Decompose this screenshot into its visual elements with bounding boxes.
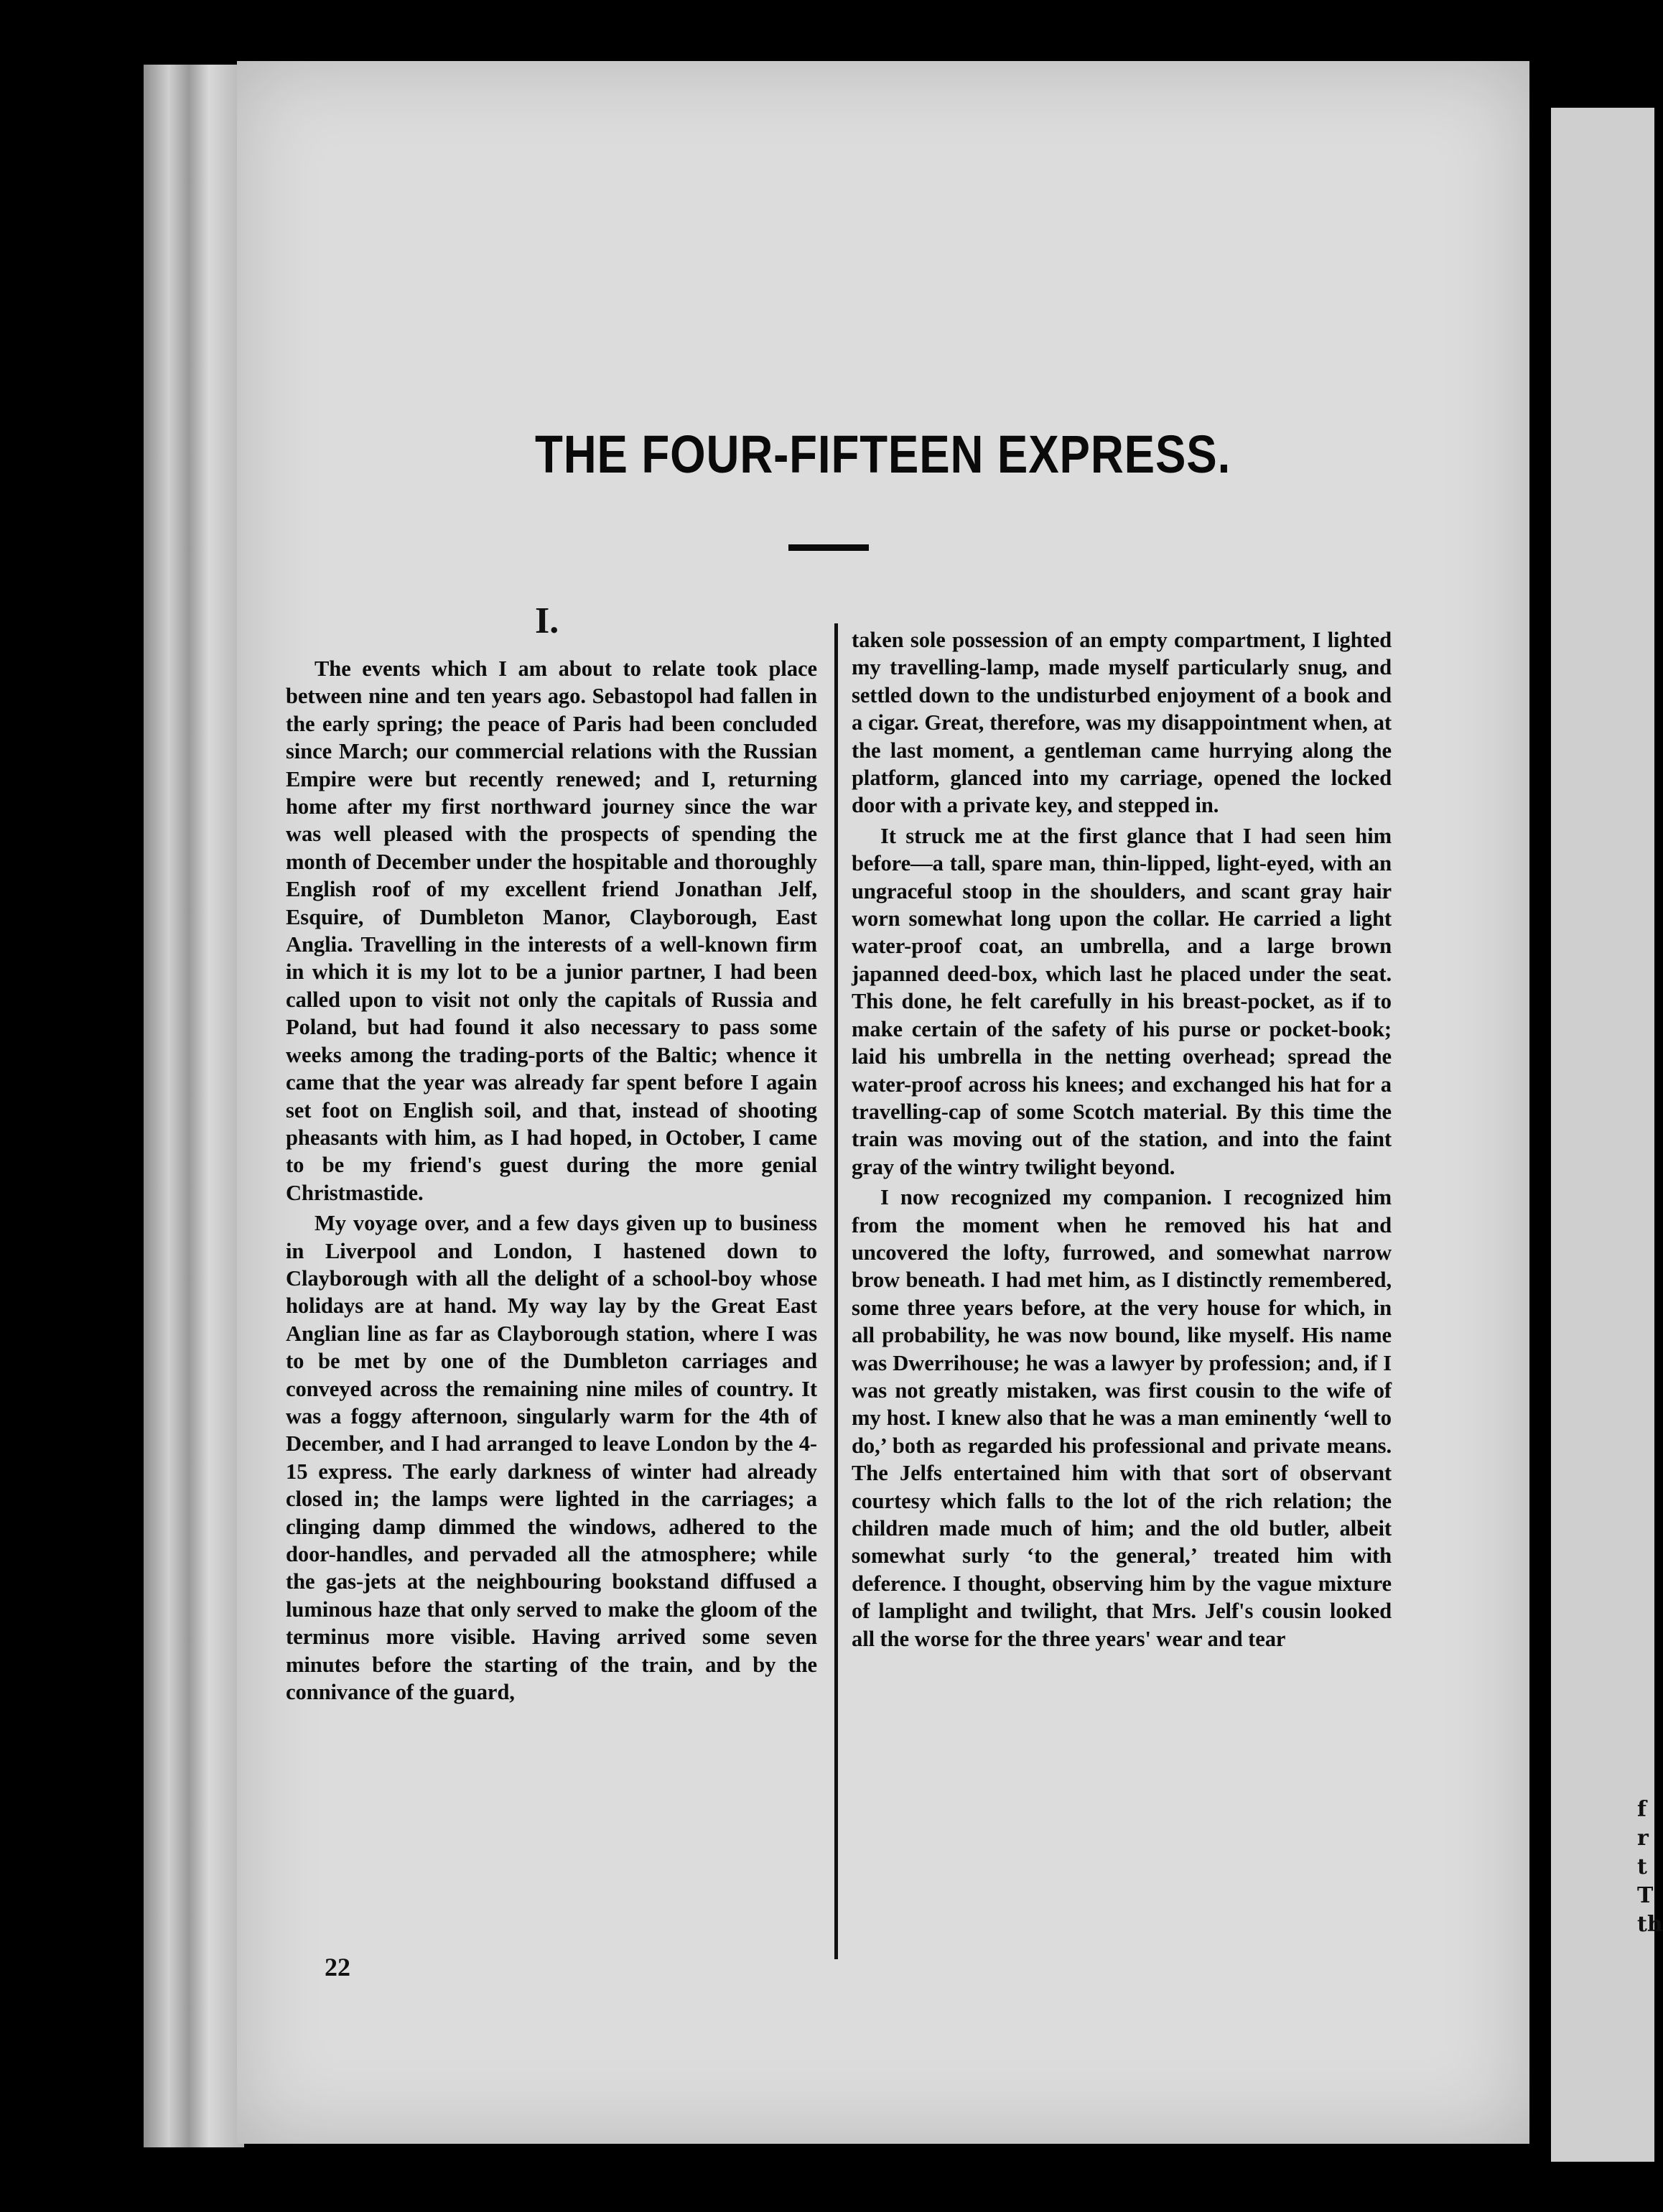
paragraph: My voyage over, and a few days given up to business in Liverpool and London, I hastened down to Clayborough with all the delight of a school-boy whose holidays are at hand. My way lay by the Great East Anglian line as far as Clayborough station, where I was to be met by one of the Dumbleton carriages and conveyed across the remaining nine miles of country. It was a foggy afternoon, singularly warm for the 4th of December, and I had arranged to leave London by the 4-15 express. The early darkness of winter had already closed in; the lamps were lighted in the carriages; a clinging damp dimmed the windows, adhered to the door-handles, and pervaded all the atmosphere; while the gas-jets at the neighbouring bookstand diffused a luminous haze that only served to make the gloom of the terminus more visible. Having arrived some seven minutes before the starting of the train, and by the connivance of the guard, bbox=[286, 1211, 817, 1705]
adjacent-page-text bbox=[1637, 1795, 1663, 1939]
adjacent-page-fragment: f bbox=[1637, 1797, 1646, 1822]
paragraph: The events which I am about to relate took place between nine and ten years ago. Sebastopol had fallen in the early spring; the peace of Paris had been concluded since March; our commercial relations with the Russian Empire were but recently renewed; and I, returning home after my first northward journey since the war was well pleased with the prospects of spending the month of December under the hospitable and thoroughly English roof of my excellent friend Jonathan Jelf, Esquire, of Dumbleton Manor, Clayborough, East Anglia. Travelling in the interests of a well-known firm in which it is my lot to be a junior partner, I had been called upon to visit not only the capitals of Russia and Poland, but had found it also necessary to pass some weeks among the trading-ports of the Baltic; whence it came that the year was already far spent before I again set foot on English soil, and that, instead of shooting pheasants with him, as I had hoped, in October, I came to be my friend's guest during the more genial Christmastide. bbox=[286, 656, 817, 1205]
article-title: THE FOUR-FIFTEEN EXPRESS. bbox=[535, 424, 1231, 484]
adjacent-page-fragment: T bbox=[1637, 1883, 1654, 1908]
paragraph: I now recognized my companion. I recognized him from the moment when he removed his hat and uncovered the lofty, furrowed, and somewhat narrow brow beneath. I had met him, as I distinctly remembered, some three years before, at the very house for which, in all probability, he was now bound, like myself. His name was Dwerrihouse; he was a lawyer by profession; and, if I was not greatly mistaken, was first cousin to the wife of my host. I knew also that he was a man eminently ‘well to do,’ both as regarded his professional and private means. The Jelfs entertained him with that sort of observant courtesy which falls to the lot of the rich relation; the children made much of him; and the old butler, albeit somewhat surly ‘to the general,’ treated him with deference. I thought, observing him by the vague mixture of lamplight and twilight, that Mrs. Jelf's cousin looked all the worse for the three years' wear and tear bbox=[852, 1185, 1392, 1651]
paragraph: It struck me at the first glance that I had seen him before—a tall, spare man, thin-lipped, light-eyed, with an ungraceful stoop in the shoulders, and scant gray hair worn somewhat long upon the collar. He carried a light water-proof coat, an umbrella, and a large brown japanned deed-box, which last he placed under the seat. This done, he felt carefully in his breast-pocket, as if to make certain of the safety of his purse or pocket-book; laid his umbrella in the netting overhead; spread the water-proof across his knees; and exchanged his hat for a travelling-cap of some Scotch material. By this time the train was moving out of the station, and into the faint gray of the wintry twilight beyond. bbox=[852, 823, 1392, 1179]
title-rule bbox=[788, 544, 869, 551]
page-stack-edge bbox=[144, 65, 244, 2147]
left-column bbox=[286, 655, 817, 1706]
paragraph: taken sole possession of an empty compartment, I lighted my travelling-lamp, made myself particularly snug, and settled down to the undisturbed enjoyment of a book and a cigar. Great, therefore, was my disappointment when, at the last moment, a gentleman came hurrying along the platform, glanced into my carriage, opened the locked door with a private key, and stepped in. bbox=[852, 628, 1392, 818]
section-number: I. bbox=[535, 600, 559, 641]
adjacent-page-fragment: th bbox=[1637, 1912, 1663, 1937]
adjacent-page-fragment: t bbox=[1637, 1854, 1647, 1879]
right-column bbox=[852, 626, 1392, 1653]
column-divider bbox=[834, 623, 838, 1959]
page-number: 22 bbox=[325, 1953, 350, 1981]
adjacent-page-fragment: r bbox=[1637, 1826, 1649, 1851]
